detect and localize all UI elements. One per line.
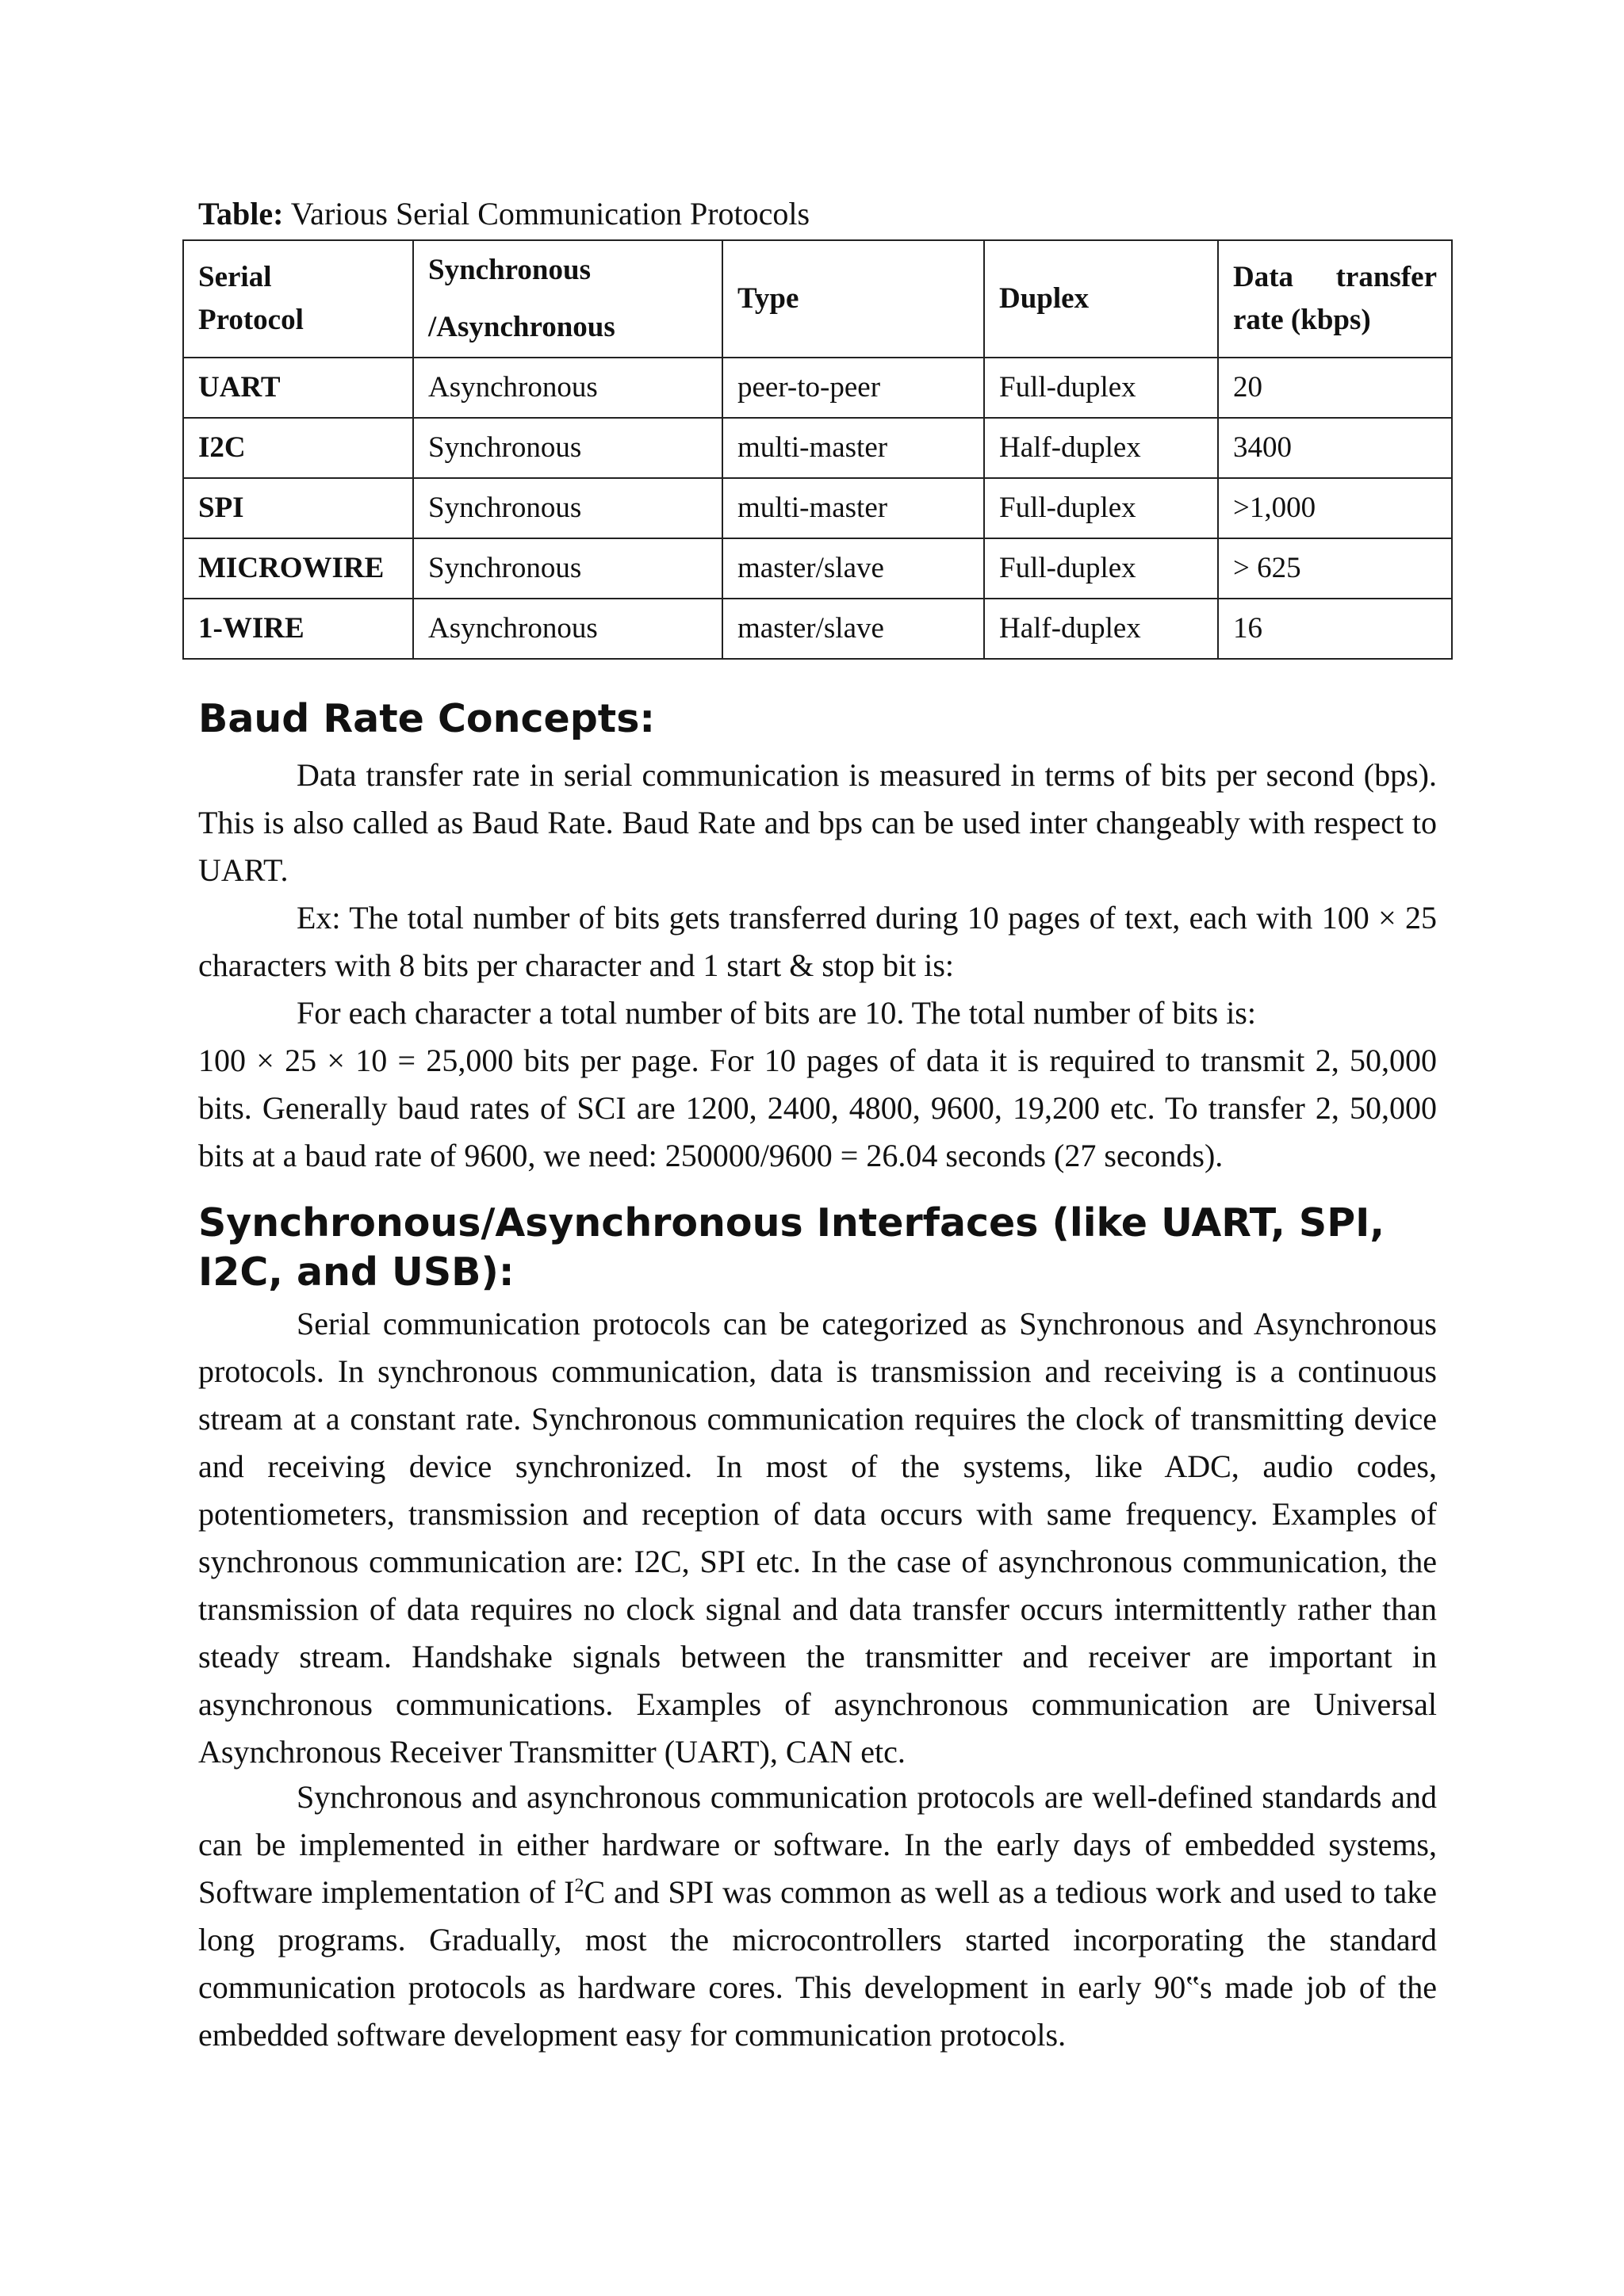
table-row [183, 599, 1452, 659]
cell-sync: Asynchronous [413, 599, 722, 659]
protocols-table [182, 239, 1453, 660]
cell-sync: Synchronous [413, 418, 722, 478]
table-header-row [183, 240, 1452, 358]
header-data-rate: Data transfer rate (kbps) [1218, 240, 1452, 358]
cell-sync: Asynchronous [413, 358, 722, 418]
cell-rate: 20 [1218, 358, 1452, 418]
sync-async-heading: Synchronous/Asynchronous Interfaces (like UART, SPI, I2C, and USB): [198, 1200, 1385, 1295]
baud-paragraph-1: Data transfer rate in serial communication is measured in terms of bits per second (bps). This is also called as Baud Rate. Baud Rate and bps can be used inter changeably with respect to UART. [198, 757, 1437, 888]
baud-paragraph-bits: For each character a total number of bits are 10. The total number of bits is: [297, 995, 1256, 1031]
table-row [183, 358, 1452, 418]
cell-rate: > 625 [1218, 538, 1452, 599]
cell-duplex: Full-duplex [984, 478, 1218, 538]
cell-type: multi-master [722, 418, 984, 478]
table-row [183, 478, 1452, 538]
cell-protocol: SPI [183, 478, 413, 538]
cell-duplex: Full-duplex [984, 358, 1218, 418]
table-caption-lead: Table: [198, 196, 284, 232]
header-type: Type [722, 240, 984, 358]
header-serial-protocol: Serial Protocol [183, 240, 413, 358]
cell-type: master/slave [722, 599, 984, 659]
cell-rate: 16 [1218, 599, 1452, 659]
table-row [183, 418, 1452, 478]
cell-type: peer-to-peer [722, 358, 984, 418]
cell-protocol: UART [183, 358, 413, 418]
baud-paragraph-example: Ex: The total number of bits gets transferred during 10 pages of text, each with 100 × 25 characters with 8 bits per character and 1 start & stop bit is: [198, 900, 1437, 983]
baud-rate-heading: Baud Rate Concepts: [198, 696, 655, 741]
sync-paragraph-1: Serial communication protocols can be categorized as Synchronous and Asynchronous protocols. In synchronous communication, data is transmission and receiving is a continuous stream at a constant rate. Synchronous communication requires the clock of transmitting device and receiving device synchronized. In most of the systems, like ADC, audio codes, potentiometers, transmission and reception of data occurs with same frequency. Examples of synchronous communication are: I2C, SPI etc. In the case of asynchronous communication, the transmission of data requires no clock signal and data transfer occurs intermittently rather than steady stream. Handshake signals between the transmitter and receiver are important in asynchronous communications. Examples of asynchronous communication are Universal Asynchronous Receiver Transmitter (UART), CAN etc. [198, 1306, 1437, 1770]
sync-paragraph-2: Synchronous and asynchronous communication protocols are well-defined standards and can be implemented in either hardware or software. In the early days of embedded systems, Software implementation of $I^2C$ and SPI was common as well as a tedious work and used to take long programs. Gradually, most the microcontrollers started incorporating the standard communication protocols as hardware cores. This development in early 90‟s made job of the embedded software development easy for communication protocols. [198, 1779, 1437, 2053]
cell-duplex: Half-duplex [984, 418, 1218, 478]
table-row [183, 538, 1452, 599]
table-caption-text: Various Serial Communication Protocols [283, 196, 810, 232]
table-caption [198, 192, 810, 236]
cell-protocol: MICROWIRE [183, 538, 413, 599]
cell-sync: Synchronous [413, 538, 722, 599]
cell-protocol: 1-WIRE [183, 599, 413, 659]
cell-rate: 3400 [1218, 418, 1452, 478]
header-duplex: Duplex [984, 240, 1218, 358]
header-sync-async: Synchronous /Asynchronous [413, 240, 722, 358]
cell-duplex: Half-duplex [984, 599, 1218, 659]
cell-type: master/slave [722, 538, 984, 599]
baud-paragraph-calculation: 100 × 25 × 10 = 25,000 bits per page. For 10 pages of data it is required to transmit 2, 50,000 bits. Generally baud rates of SCI are 1200, 2400, 4800, 9600, 19,200 etc. To transfer 2, 50,000 bits at a baud rate of 9600, we need: 250000/9600 = 26.04 seconds (27 seconds). [198, 1043, 1437, 1173]
cell-sync: Synchronous [413, 478, 722, 538]
cell-rate: >1,000 [1218, 478, 1452, 538]
cell-duplex: Full-duplex [984, 538, 1218, 599]
cell-protocol: I2C [183, 418, 413, 478]
cell-type: multi-master [722, 478, 984, 538]
